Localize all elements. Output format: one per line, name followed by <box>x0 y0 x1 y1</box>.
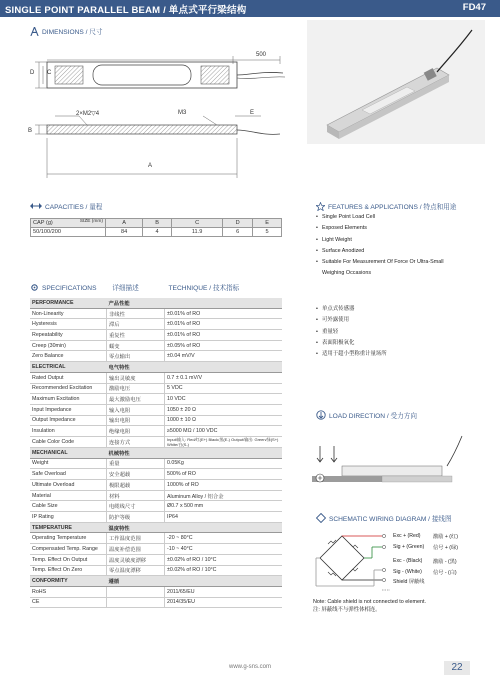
table-row: CE 2014/35/EU <box>30 597 282 608</box>
list-item: • Light Weight <box>316 236 352 243</box>
dim-c: C <box>47 70 52 76</box>
spec-group-row: PERFORMANCE 产品性能 <box>30 298 282 308</box>
table-row: Maximum Excitation 最大激励电压 10 VDC <box>30 394 282 405</box>
list-item: • 重量轻 <box>316 328 339 335</box>
dimension-drawing <box>25 48 297 183</box>
list-item: • 表面阳极氧化 <box>316 339 355 346</box>
load-direction-heading: LOAD DIRECTION / 受力方向 <box>316 410 417 422</box>
spec-group-row: CONFORMITY 遵循 <box>30 576 282 587</box>
dim-hole: 2×M2▽4 <box>76 111 100 117</box>
features-heading: FEATURES & APPLICATIONS / 特点和用途 <box>316 201 456 213</box>
table-row: Recommended Excitation 激励电压 5 VDC <box>30 383 282 394</box>
wire-sig-plus: Sig + (Green) 信号 + (绿) <box>393 544 458 551</box>
table-row: Cable Color Code 连接方式 Input/输入: Red/红(E+) Black/黑(E-) Output/输出: Green/绿(S+) White/白(S-) <box>30 436 282 447</box>
list-item: • Single Point Load Cell <box>316 214 376 220</box>
table-row: RoHS 2011/65/EU <box>30 586 282 597</box>
spec-group-row: TEMPERATURE 温度特性 <box>30 522 282 533</box>
table-row: 50/100/200 84 4 11.9 6 5 <box>31 228 282 237</box>
table-row: Cable Size 电缆线尺寸 Ø0.7 x 500 mm <box>30 501 282 512</box>
dim-d: D <box>30 70 35 76</box>
circuit-icon <box>316 513 326 525</box>
table-row: Non-Linearity 非线性 ±0.01% of RO <box>30 308 282 319</box>
footer-url: www.g-sns.com <box>228 664 271 670</box>
wire-sig-minus: Sig - (White) 信号 - (白) <box>393 569 457 576</box>
capacities-table: CAP (g) SIZE (mm) A B C D E 50/100/200 84 4 11.9 6 5 <box>30 218 282 237</box>
compass-icon <box>30 27 39 38</box>
table-row: Safe Overload 安全超载 500% of RO <box>30 469 282 480</box>
page-title: SINGLE POINT PARALLEL BEAM / 单点式平行梁结构 <box>5 5 247 16</box>
specifications-heading: SPECIFICATIONS 详细描述 TECHNIQUE / 技术指标 <box>30 282 239 294</box>
wiring-heading: SCHEMATIC WIRING DIAGRAM / 接线图 <box>316 513 452 525</box>
spec-group-row: ELECTRICAL 电气特性 <box>30 362 282 373</box>
table-row: Creep (30min) 蠕变 ±0.05% of RO <box>30 340 282 351</box>
spec-group-row: MECHANICAL 机械特性 <box>30 447 282 458</box>
list-item: • 单点式传感器 <box>316 306 355 312</box>
dim-m3: M3 <box>178 110 187 116</box>
dim-e: E <box>250 110 255 116</box>
dim-a: A <box>148 163 153 169</box>
list-item: • Surface Anodized <box>316 247 365 254</box>
wire-shield: Shield 屏蔽线 <box>393 579 425 585</box>
table-row: Temp. Effect On Output 温度灵敏度漂移 ±0.02% of RO / 10°C <box>30 554 282 565</box>
page-number: 22 <box>444 661 470 675</box>
dim-500: 500 <box>256 52 267 58</box>
list-item: Weighing Occasions <box>322 270 372 277</box>
dim-b: B <box>28 128 33 134</box>
specifications-table <box>30 298 282 608</box>
capacity-icon <box>30 202 42 212</box>
table-row: Compensated Temp. Range 温度补偿范围 -10 ~ 40°C <box>30 544 282 555</box>
table-row: Insulation 绝缘电阻 ≥5000 MΩ / 100 VDC <box>30 426 282 437</box>
table-row: Repeatability 重复性 ±0.01% of RO <box>30 330 282 341</box>
table-row: Operating Temperature 工作温度范围 -20 ~ 80°C <box>30 533 282 544</box>
wiring-diagram <box>312 528 392 592</box>
features-list-cn <box>316 304 387 360</box>
wire-exc-plus: Exc + (Red) 激励 + (红) <box>393 533 458 540</box>
table-row: Zero Balance 零点输出 ±0.04 mV/V <box>30 351 282 362</box>
list-item: • Suitable For Measurement Of Force Or Ultra-Small <box>316 259 444 266</box>
features-list-en <box>316 212 444 280</box>
table-row: Hysteresis 滞后 ±0.01% of RO <box>30 319 282 330</box>
table-row: Weight 重量 0.05Kg <box>30 458 282 469</box>
table-row: Material 材料 Aluminum Alloy / 铝合金 <box>30 490 282 501</box>
table-row: Rated Output 输出灵敏度 0.7 ± 0.1 mV/V <box>30 372 282 383</box>
capacities-heading: CAPACITIES / 量程 <box>30 201 102 212</box>
list-item: • 适用于超小型称重计量场所 <box>316 351 387 358</box>
arrow-icon <box>316 410 326 422</box>
table-row: Input Impedance 输入电阻 1050 ± 20 Ω <box>30 404 282 415</box>
list-item: • 可外露使用 <box>316 317 349 324</box>
table-row: Ultimate Overload 极限超载 1000% of RO <box>30 480 282 491</box>
load-direction-diagram <box>312 428 472 496</box>
settings-icon <box>30 283 39 294</box>
table-row: Temp. Effect On Zero 零点温度漂移 ±0.02% of RO / 10°C <box>30 565 282 576</box>
dimensions-heading: DIMENSIONS / 尺寸 <box>30 26 102 38</box>
list-item: • Exposed Elements <box>316 225 367 232</box>
page-header <box>0 0 500 17</box>
wiring-note: Note: Cable shield is not connected to element. 注: 屏蔽线不与弹性体相连。 <box>313 599 426 613</box>
model-number: FD47 <box>462 2 486 13</box>
product-photo <box>307 20 485 144</box>
table-row: Output Impedance 输出电阻 1000 ± 10 Ω <box>30 415 282 426</box>
table-row: IP Rating 防护等级 IP64 <box>30 512 282 523</box>
wire-exc-minus: Exc - (Black) 激励 - (黑) <box>393 558 457 565</box>
